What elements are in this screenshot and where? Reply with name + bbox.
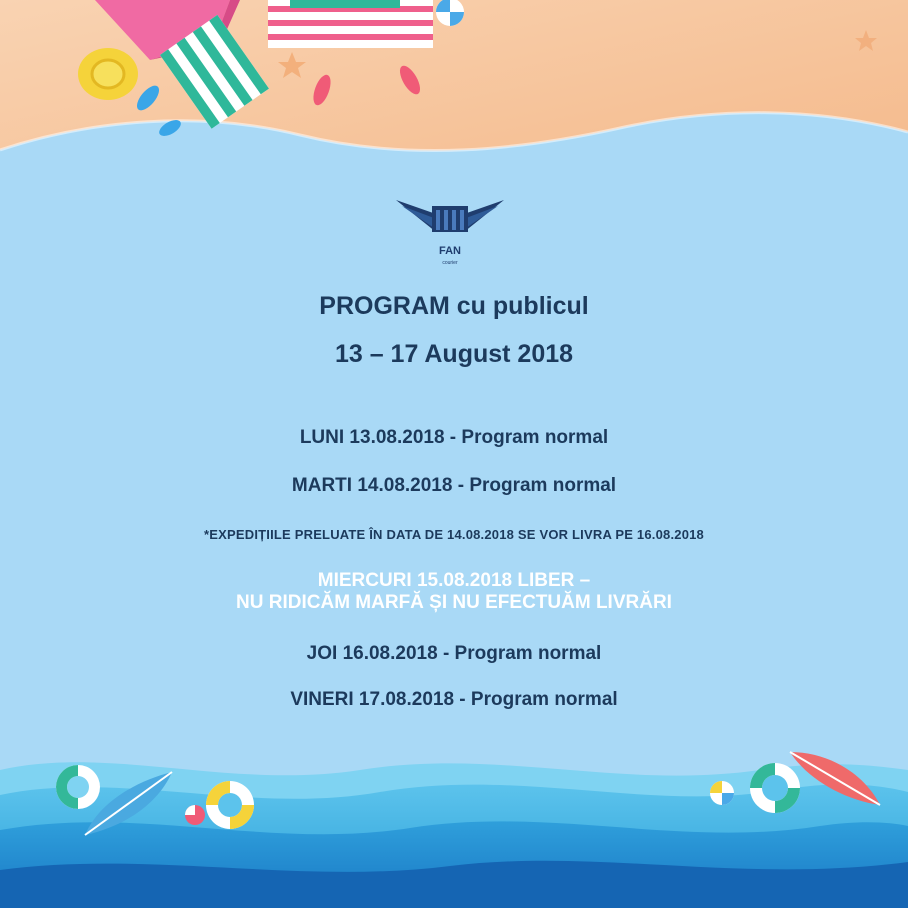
logo-subtext: courier bbox=[442, 260, 458, 266]
fan-courier-logo bbox=[396, 192, 504, 272]
logo-text: FAN bbox=[439, 245, 461, 257]
delivery-note: *EXPEDIȚIILE PRELUATE ÎN DATA DE 14.08.2018 SE VOR LIVRA PE 16.08.2018 bbox=[204, 527, 704, 542]
schedule-wednesday-line2: NU RIDICĂM MARFĂ ȘI NU EFECTUĂM LIVRĂRI bbox=[236, 592, 672, 613]
schedule-wednesday-line1: MIERCURI 15.08.2018 LIBER – bbox=[317, 570, 591, 591]
date-range: 13 – 17 August 2018 bbox=[334, 340, 574, 368]
schedule-tuesday: MARTI 14.08.2018 - Program normal bbox=[291, 475, 617, 496]
page-title: PROGRAM cu publicul bbox=[319, 292, 589, 320]
schedule-monday: LUNI 13.08.2018 - Program normal bbox=[299, 427, 609, 448]
schedule-thursday: JOI 16.08.2018 - Program normal bbox=[306, 643, 602, 664]
schedule-friday: VINERI 17.08.2018 - Program normal bbox=[290, 689, 618, 710]
